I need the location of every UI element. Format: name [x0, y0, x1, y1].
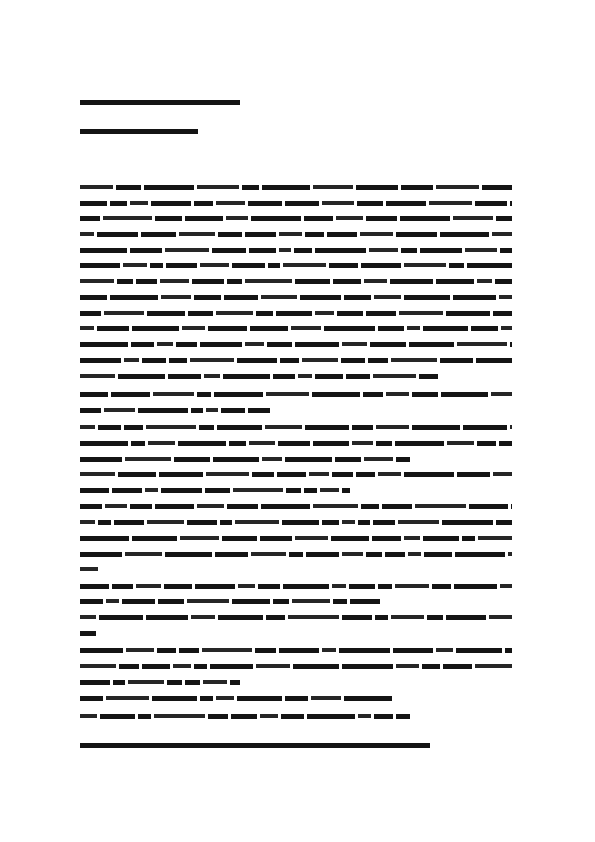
text-line: [80, 565, 98, 573]
text-line: [80, 470, 512, 478]
text-line: [80, 550, 512, 558]
closing-line: [80, 741, 430, 749]
text-line: [80, 502, 512, 510]
text-line: [80, 597, 380, 605]
subheader-line: [80, 127, 198, 135]
text-line: [80, 372, 438, 380]
header-line: [80, 98, 240, 106]
text-line: [80, 183, 512, 191]
text-line: [80, 518, 512, 526]
text-line: [80, 423, 512, 431]
text-line: [80, 455, 410, 463]
text-line: [80, 678, 240, 686]
text-line: [80, 582, 512, 590]
text-line: [80, 534, 512, 542]
text-line: [80, 309, 512, 317]
text-line: [80, 694, 392, 702]
text-line: [80, 406, 270, 414]
text-line: [80, 486, 350, 494]
text-line: [80, 324, 512, 332]
text-line: [80, 439, 512, 447]
text-line: [80, 629, 96, 637]
text-line: [80, 277, 512, 285]
text-line: [80, 199, 512, 207]
text-line: [80, 340, 512, 348]
text-line: [80, 356, 512, 364]
text-line: [80, 390, 512, 398]
text-line: [80, 246, 512, 254]
text-line: [80, 662, 512, 670]
text-line: [80, 613, 512, 621]
text-line: [80, 214, 512, 222]
text-line: [80, 261, 512, 269]
text-line: [80, 293, 512, 301]
text-line: [80, 230, 512, 238]
text-line: [80, 646, 512, 654]
text-line: [80, 712, 410, 720]
